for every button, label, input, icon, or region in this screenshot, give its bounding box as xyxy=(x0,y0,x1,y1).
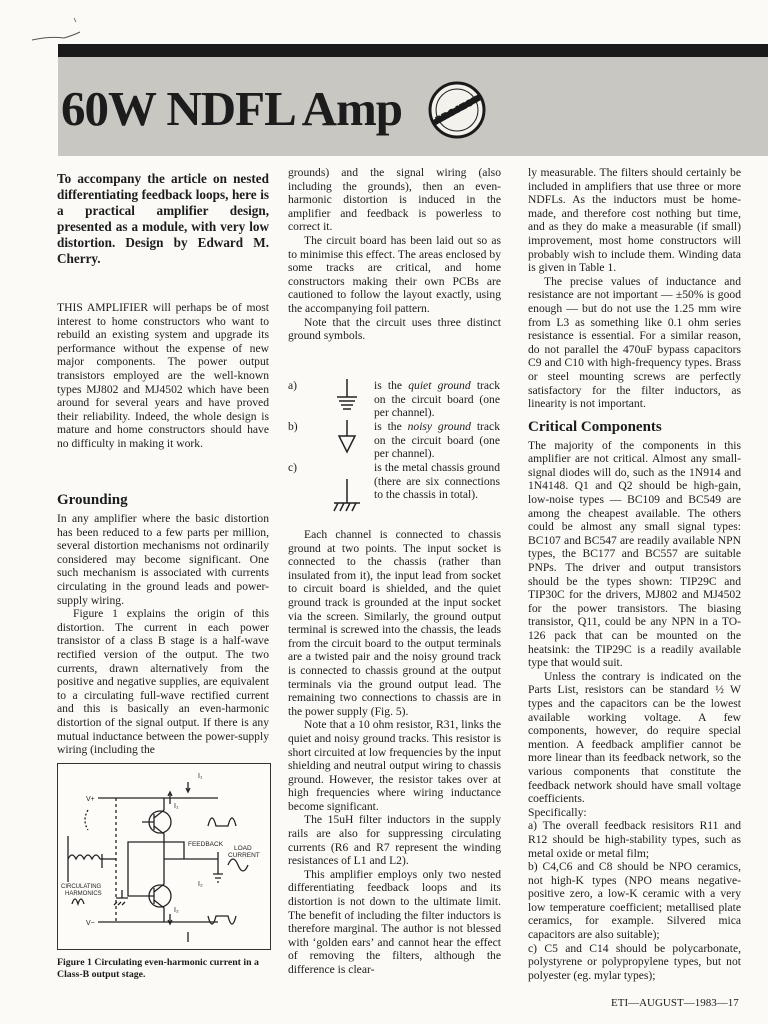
paragraph: b) C4,C6 and C8 should be NPO ceramics, not high-K types (NPO means negative-positive zero, a low-K ceramic with a very low temperature coefficient; metallised plate ceramics, for example. Silvered mica capacitors are also suitable); xyxy=(528,860,741,942)
paragraph: In any amplifier where the basic distortion has been reduced to a few parts per million, several distortion mechanisms not ordinarily considered may become significant. One such mechanism is associated with currents circulating in the ground leads and power-supply wiring. xyxy=(57,512,269,607)
page-folio: ETI—AUGUST—1983—17 xyxy=(611,997,739,1009)
paragraph: Each channel is connected to chassis ground at two points. The input socket is connected to the chassis (rather than insulated from it), the input lead from socket to circuit board is shielded, and the quiet ground track is grounded at the input socket via the screen. Similarly, the ground output terminal is screwed into the chassis, the leads from the circuit board to the output terminals are a twisted pair and the noisy ground track is connected to chassis ground at the output terminals via the ground output lead. The remaining two connections to chassis are in the power supply (Fig. 5). xyxy=(288,528,501,718)
intro-paragraph: THIS AMPLIFIER will perhaps be of most interest to home constructors who want to rebuild an existing system and upgrade its performance without the expense of new major components. The power output transistors employed are the well-known types MJ802 and MJ4502 which have been around for several years and have proved their reliability. Indeed, the whole design is mature and home constructors should have no difficulty in making it work. xyxy=(57,301,269,450)
label-vplus: V+ xyxy=(86,796,95,803)
paragraph: The precise values of inductance and resistance are not important — ±50% is good enough — but do not use the 1.25 mm wire from L3 as something like 0.1 ohm series resistance is essential. For a similar reason, do not parallel the 470uF bypass capacitors C9 and C10 with high-frequency types. Brass or steel mounting screws are perfectly satisfactory for the filter inductors, as linearity is not important. xyxy=(528,274,741,411)
heading-grounding: Grounding xyxy=(57,492,128,508)
article-title: 60W NDFL Amp xyxy=(61,81,403,136)
label-load: LOAD xyxy=(234,845,252,852)
label-vminus: V− xyxy=(86,920,95,927)
paragraph: ly measurable. The filters should certainly be included in amplifiers that use three or more NDFLs. As the inductors must be home-made, and therefore cost nothing but time, and as they do make a measurable (if small) improvement, most home constructors will probably wish to include them. Winding data is given in Table 1. xyxy=(528,166,741,275)
item-label: b) xyxy=(288,420,298,433)
ground-desc: is the quiet ground track on the circuit board (one per channel). xyxy=(374,379,500,420)
heading-critical-components: Critical Components xyxy=(528,418,662,435)
paragraph: The majority of the components in this amplifier are not critical. Almost any small-signal diodes will do, such as the 1N914 and 1N4148. Q1 and Q2 should be high-gain, low-noise types — BC109 and BC549 are among the cheapest available. The others could be almost any small signal types: BC107 and BC547 are readily available NPN types, the BC177 and BC557 are suitable PNPs. The driver and output transistors should be the types shown: TIP29C and TIP30C for the drivers, MJ802 and MJ4502 for the power transistors. The biasing transistor, Q11, could be any NPN in a TO-126 pack that can be mounted on the heatsink: the TIP29C is a readily available type that would suit. xyxy=(528,438,741,670)
ground-desc: is the noisy ground track on the circuit board (one per channel). xyxy=(374,420,500,461)
column-1-grounding xyxy=(57,491,269,757)
item-label: c) xyxy=(288,461,298,474)
paragraph: Figure 1 explains the origin of this distortion. The current in each power transistor of a class B stage is a half-wave rectified version of the output. The two currents, drawn alternatively from the positive and negative supplies, are equivalent to a circulating full-wave rectified current and this is basically an even-harmonic distortion of the signal output. If there is any mutual inductance between the power-supply wiring (including the xyxy=(57,607,269,757)
column-2-bottom xyxy=(288,528,501,977)
figure-1-caption: Figure 1 Circulating even-harmonic current in a Class-B output stage. xyxy=(57,957,259,980)
column-2-top xyxy=(288,166,501,343)
noisy-ground-icon xyxy=(332,420,362,460)
pen-scribble xyxy=(30,14,90,44)
paragraph: Note that the circuit uses three distinct ground symbols. xyxy=(288,315,501,343)
column-1 xyxy=(57,301,269,451)
paragraph: Unless the contrary is indicated on the Parts List, resistors can be standard ½ W types and the capacitors can be the lowest available working voltage. A few components, however, do require special mention. A feedback amplifier cannot be more linear than its feedback network, so the various components that constitute the feedback network should have small voltage coefficients. xyxy=(528,669,741,806)
banner-top-bar xyxy=(58,44,768,57)
label-i1: I₁ xyxy=(198,773,203,780)
quiet-ground-icon xyxy=(332,379,362,419)
paragraph: grounds) and the signal wiring (also including the grounds), then an even-harmonic distortion is induced in the amplifier and feedback is powerless to correct it. xyxy=(288,166,501,234)
project-badge-icon xyxy=(427,80,487,140)
paragraph: The circuit board has been laid out so as to minimise this effect. The areas enclosed by some tracks are critical, and home constructors making their own PCBs are cautioned to follow the layout exactly, using the accompanying foil pattern. xyxy=(288,233,501,315)
label-current: CURRENT xyxy=(228,852,260,859)
lede: To accompany the article on nested differentiating feedback loops, here is a practical amplifier design, presented as a module, with very low distortion. Design by Edward M. Cherry. xyxy=(57,171,269,266)
paragraph: Note that a 10 ohm resistor, R31, links the quiet and noisy ground tracks. This resistor is short circuited at low frequencies by the input shielding and neutral output wiring to chassis ground. However, the resistor takes over at high frequencies where wiring inductance become significant. xyxy=(288,718,501,813)
circuit-diagram xyxy=(58,764,270,949)
label-harmonics: HARMONICS xyxy=(65,891,102,897)
label-circulating: CIRCULATING xyxy=(61,884,102,890)
label-i2: I₂ xyxy=(198,881,203,888)
column-3 xyxy=(528,166,741,982)
item-label: a) xyxy=(288,379,298,392)
ground-desc: is the metal chassis ground (there are six connections to the chassis in total). xyxy=(374,461,500,502)
paragraph: a) The overall feedback resisitors R11 and R12 should be high-stability types, such as metal oxide or metal film; xyxy=(528,819,741,860)
chassis-ground-icon xyxy=(332,479,362,519)
paragraph: The 15uH filter inductors in the supply rails are also for suppressing circulating currents (R6 and R7 represent the winding resistances of L1 and L2). xyxy=(288,813,501,868)
label-i2: I₂ xyxy=(174,907,179,914)
label-i1: I₁ xyxy=(174,803,179,810)
label-feedback: FEEDBACK xyxy=(188,841,224,848)
paragraph: c) C5 and C14 should be polycarbonate, polystyrene or polypropylene types, but not polyester (eg. mylar types); xyxy=(528,941,741,982)
paragraph: This amplifier employs only two nested differentiating feedback loops and its distortion is not down to the ultimate limit. The benefit of including the filter inductors is therefore marginal. The author is not blessed with ‘golden ears’ and cannot hear the effect of removing the filters, although the difference is clear- xyxy=(288,867,501,976)
figure-1-circuit xyxy=(57,763,271,950)
paragraph: Specifically: xyxy=(528,805,587,819)
badge-label: PROJECT xyxy=(433,94,481,127)
